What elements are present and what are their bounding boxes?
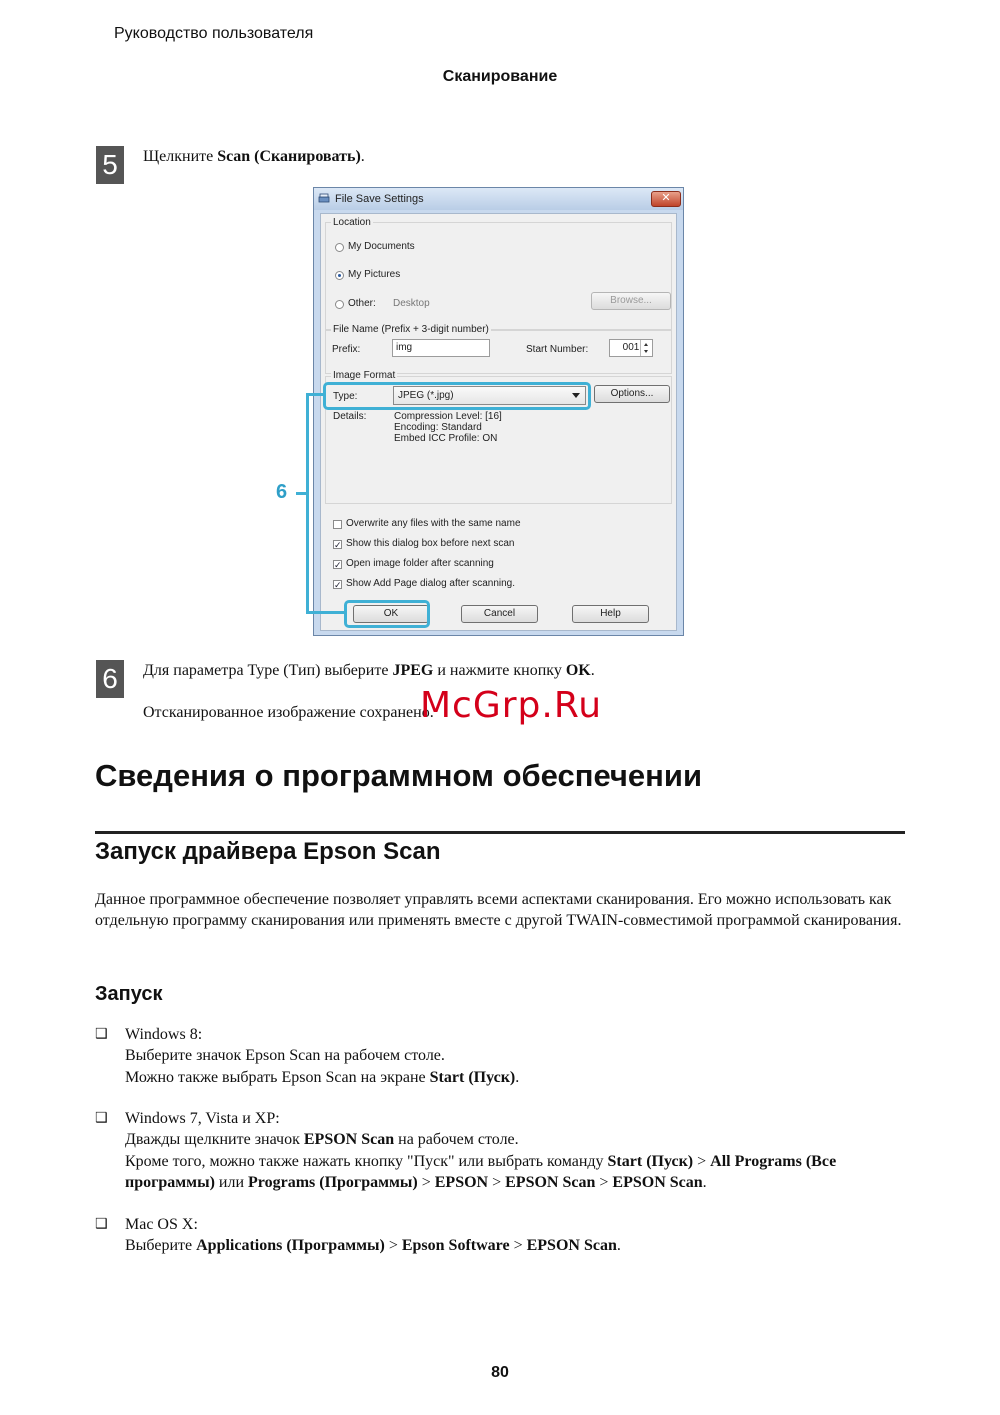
browse-button[interactable]: Browse... [591, 292, 671, 310]
scanner-app-icon [318, 192, 330, 204]
file-name-label: File Name (Prefix + 3-digit number) [333, 324, 489, 335]
bullet-line: Дважды щелкните значок EPSON Scan на рабочем столе. [125, 1131, 519, 1149]
bullet-line: Выберите Applications (Программы) > Epson Software > EPSON Scan. [125, 1237, 621, 1255]
spinner-arrows-icon [641, 340, 651, 356]
bullet-title: Windows 7, Vista и XP: [125, 1110, 280, 1127]
start-number-input[interactable]: 001 [609, 339, 653, 357]
callout-bracket [306, 393, 324, 396]
step-5-text: Щелкните Scan (Сканировать). [143, 148, 365, 165]
callout-number: 6 [276, 481, 288, 503]
heading-launch: Запуск [95, 983, 163, 1005]
prefix-input[interactable]: img [392, 339, 490, 357]
bullet-checkbox-icon: ❑ [95, 1216, 108, 1232]
bullet-checkbox-icon: ❑ [95, 1026, 108, 1042]
bullet-title: Mac OS X: [125, 1216, 198, 1233]
watermark: McGrp.Ru [420, 685, 603, 726]
other-path-text: Desktop [393, 298, 430, 309]
close-button[interactable] [651, 191, 681, 207]
step-6-badge: 6 [96, 660, 124, 698]
bullet-line: Выберите значок Epson Scan на рабочем столе. [125, 1047, 445, 1065]
heading-launch-epson-scan: Запуск драйвера Epson Scan [95, 838, 441, 865]
radio-my-pictures[interactable] [335, 271, 344, 280]
radio-my-documents-label: My Documents [348, 241, 415, 252]
callout-bracket [306, 611, 345, 614]
section-title: Сканирование [442, 68, 558, 85]
start-number-spinner[interactable] [640, 340, 651, 356]
heading-software-info: Сведения о программном обеспечении [95, 758, 702, 793]
file-save-settings-dialog [313, 187, 684, 636]
dialog-body [320, 213, 677, 631]
type-label: Type: [333, 391, 358, 402]
details-label: Details: [333, 411, 367, 422]
checkbox-add-page[interactable]: ✓ [334, 580, 342, 590]
step-6-result: Отсканированное изображение сохранено. [143, 704, 434, 721]
radio-other[interactable] [335, 300, 344, 309]
type-callout-highlight [323, 382, 591, 410]
ok-callout-highlight [344, 600, 430, 628]
options-button[interactable]: Options... [594, 385, 670, 403]
image-format-label: Image Format [333, 370, 396, 381]
close-icon: ✕ [661, 192, 671, 204]
radio-other-label: Other: [348, 298, 376, 309]
start-number-label: Start Number: [526, 344, 589, 355]
checkbox-show-dialog-label: Show this dialog box before next scan [346, 538, 515, 549]
type-select[interactable]: JPEG (*.jpg) [393, 386, 586, 405]
radio-my-documents[interactable] [335, 243, 344, 252]
bullet-line: Можно также выбрать Epson Scan на экране Start (Пуск). [125, 1068, 520, 1086]
checkbox-add-page-label: Show Add Page dialog after scanning. [346, 578, 516, 589]
checkbox-show-dialog[interactable]: ✓ [334, 540, 342, 550]
bullet-windows-7 [125, 1108, 910, 1193]
bullet-mac-os-x [125, 1214, 910, 1257]
dialog-title: File Save Settings [335, 193, 424, 205]
heading-rule [95, 831, 905, 834]
details-line: Encoding: Standard [394, 422, 482, 433]
step-6-text: Для параметра Type (Тип) выберите JPEG и нажмите кнопку OK. [143, 662, 595, 679]
checkbox-open-folder-label: Open image folder after scanning [346, 558, 494, 569]
bullet-title: Windows 8: [125, 1026, 203, 1043]
checkbox-overwrite[interactable] [333, 520, 342, 529]
ok-button[interactable]: OK [353, 605, 429, 623]
step-5-badge: 5 [96, 146, 124, 184]
details-line: Embed ICC Profile: ON [394, 433, 498, 444]
cancel-button[interactable]: Cancel [461, 605, 538, 623]
bullet-line: Кроме того, можно также нажать кнопку "Пуск" или выбрать команду Start (Пуск) > All Programs (Все программы) или Programs (Программы) > EPSON > EPSON Scan > EPSON Scan. [125, 1152, 837, 1191]
radio-my-pictures-label: My Pictures [348, 269, 401, 280]
callout-bracket [296, 492, 306, 495]
checkbox-open-folder[interactable]: ✓ [334, 560, 342, 570]
bullet-checkbox-icon: ❑ [95, 1110, 108, 1126]
intro-paragraph: Данное программное обеспечение позволяет управлять всеми аспектами сканирования. Его можно использовать как отдельную программу сканирования или применять вместе с другой TWAIN-совместимой программой сканирования. [95, 891, 902, 929]
page-number: 80 [491, 1364, 509, 1381]
checkbox-overwrite-label: Overwrite any files with the same name [346, 518, 521, 529]
details-line: Compression Level: [16] [394, 411, 502, 422]
callout-bracket [306, 393, 309, 614]
help-button[interactable]: Help [572, 605, 649, 623]
prefix-label: Prefix: [332, 344, 361, 355]
manual-title: Руководство пользователя [114, 25, 314, 42]
location-label: Location [333, 217, 371, 228]
dialog-titlebar [314, 188, 683, 210]
bullet-windows-8 [125, 1024, 910, 1088]
